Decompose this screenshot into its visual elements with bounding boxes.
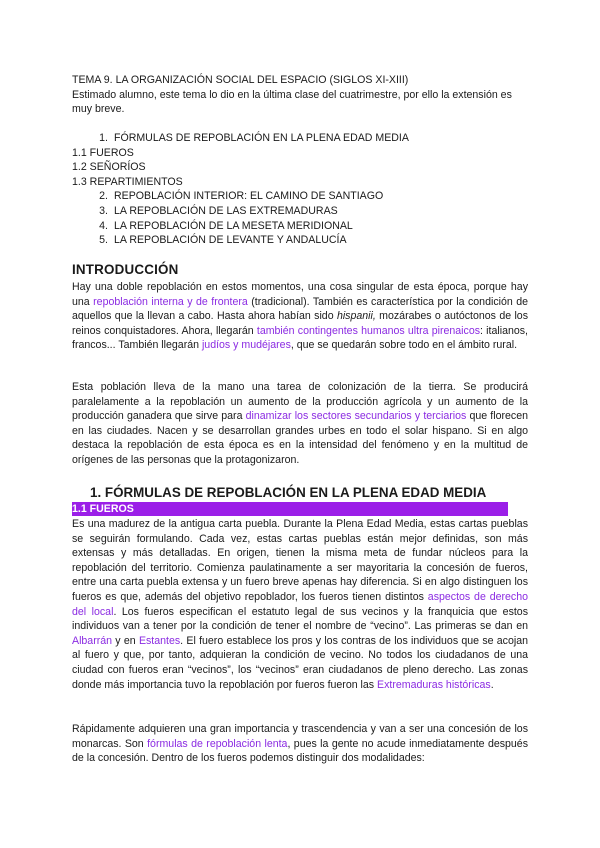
text-run: .: [490, 678, 494, 691]
toc-number: 2.: [99, 190, 108, 203]
text-run: . El fuero establece los pros y los contras de los individuos que se acojan al fuero y que, por tanto, adquieran la condición de vecino. No todos los ciudadanos de una ciudad con fueros eran “vecinos”, los “vecinos” eran ciudadanos de pleno derecho. Las zonas donde más importancia tuvo la repoblación por fueros fueron las: [72, 634, 528, 691]
toc-number: 1.: [99, 132, 108, 144]
fueros-paragraph-2: [72, 722, 528, 766]
highlight-text: Extremaduras históricas: [377, 678, 491, 691]
section-1-heading: 1. FÓRMULAS DE REPOBLACIÓN EN LA PLENA EDAD MEDIA: [90, 485, 487, 500]
intro-paragraph-1: [72, 280, 528, 353]
highlight-text: repoblación interna y de frontera: [93, 295, 248, 308]
highlight-text: fórmulas de repoblación lenta: [147, 737, 288, 750]
document-title: TEMA 9. LA ORGANIZACIÓN SOCIAL DEL ESPACIO (SIGLOS XI-XIII): [72, 74, 409, 86]
header-block: [72, 73, 532, 117]
toc-item-5: [72, 233, 532, 248]
toc-number: 4.: [99, 219, 108, 232]
intro-paragraph-2: [72, 380, 528, 468]
text-run: Rápidamente adquieren una gran importancia y trascendencia y van a ser una concesión de los monarcas. Son: [72, 723, 528, 750]
highlight-text: también contingentes humanos ultra pirenaicos: [256, 324, 481, 337]
text-run: . Los fueros especifican el estatuto legal de sus vecinos y la franquicia que estos individuos van a tener por la condición de tener el nombre de “vecino”. Las primeras se dan en: [72, 605, 528, 633]
toc-number: 5.: [99, 234, 108, 247]
text-run: mozárabes o autóctonos de los reinos conquistadores. Ahora, llegarán: [72, 310, 528, 337]
table-of-contents: [72, 131, 532, 248]
text-run: Es una madurez de la antigua carta puebla. Durante la Plena Edad Media, estas cartas pueblas se seguirán formulando. Cada vez, estas cartas pueblas están mejor definidas, son más extensas y más detalladas. En origen, tienen la misma meta de fundar núcleos para la repoblación del territorio. Comienza paulatinamente a ser mayoritaria la concesión de fueros, entre una carta puebla extensa y un fuero breve apenas hay diferencia. Si en algo distinguen los fueros es que, además del objetivo repoblador, los fueros tienen distintos: [72, 518, 528, 603]
text-run: Esta población lleva de la mano una tarea de colonización de la tierra. Se producirá paralelamente a la repoblación un aumento de la producción agrícola y un aumento de la producción ganadera que sirve para: [72, 381, 528, 423]
toc-label: LA REPOBLACIÓN DE LEVANTE Y ANDALUCÍA: [114, 234, 347, 247]
text-run: , que se quedarán sobre todo en el ámbito rural.: [290, 339, 518, 352]
toc-sub-2: 1.2 SEÑORÍOS: [72, 161, 146, 174]
text-run: (tradicional). También es característica por la condición de aquellos que la llevan a cabo. Hasta ahora habían sido: [72, 295, 529, 323]
toc-label: LA REPOBLACIÓN DE LAS EXTREMADURAS: [114, 204, 338, 217]
text-run: Hay una doble repoblación en estos momentos, una cosa singular de esta época, porque hay una: [72, 281, 528, 308]
toc-item-4: [72, 219, 532, 234]
text-run: que florecen en las ciudades. Nacen y se desarrollan grandes urbes en todo el solar hispano. Si en algo destaca la repoblación de esta época es en la intensidad del fenómeno y en la multitud de orígenes de las personas que la protagonizaron.: [72, 410, 528, 466]
fueros-paragraph-1: [72, 517, 528, 692]
subsection-fueros-heading: 1.1 FUEROS: [72, 502, 508, 516]
toc-item-3: [72, 204, 532, 219]
text-run: : italianos, francos... También llegarán: [72, 324, 528, 352]
student-note: Estimado alumno, este tema lo dio en la última clase del cuatrimestre, por ello la extensión es muy breve.: [72, 88, 512, 116]
highlight-text: dinamizar los sectores secundarios y terciarios: [245, 410, 467, 423]
italic-text: hispanii,: [336, 310, 376, 323]
toc-label: LA REPOBLACIÓN DE LA MESETA MERIDIONAL: [114, 219, 353, 232]
highlight-text: Estantes: [138, 634, 181, 647]
highlight-text: Albarrán: [72, 634, 113, 647]
toc-label: FÓRMULAS DE REPOBLACIÓN EN LA PLENA EDAD MEDIA: [114, 132, 409, 144]
toc-label: REPOBLACIÓN INTERIOR: EL CAMINO DE SANTIAGO: [114, 190, 384, 203]
text-run: , pues la gente no acude inmediatamente después de la concesión. Dentro de los fueros podemos distinguir dos modalidades:: [72, 737, 529, 765]
text-run: y en: [112, 634, 139, 647]
highlight-text: aspectos de derecho del local: [72, 590, 528, 618]
highlight-text: judíos y mudéjares: [201, 339, 291, 352]
toc-item-1: [72, 131, 532, 146]
toc-item-2: [72, 189, 532, 204]
intro-heading: INTRODUCCIÓN: [72, 262, 179, 277]
toc-sub-1: 1.1 FUEROS: [72, 146, 134, 159]
toc-number: 3.: [99, 204, 108, 217]
toc-sub-3: 1.3 REPARTIMIENTOS: [72, 175, 183, 188]
